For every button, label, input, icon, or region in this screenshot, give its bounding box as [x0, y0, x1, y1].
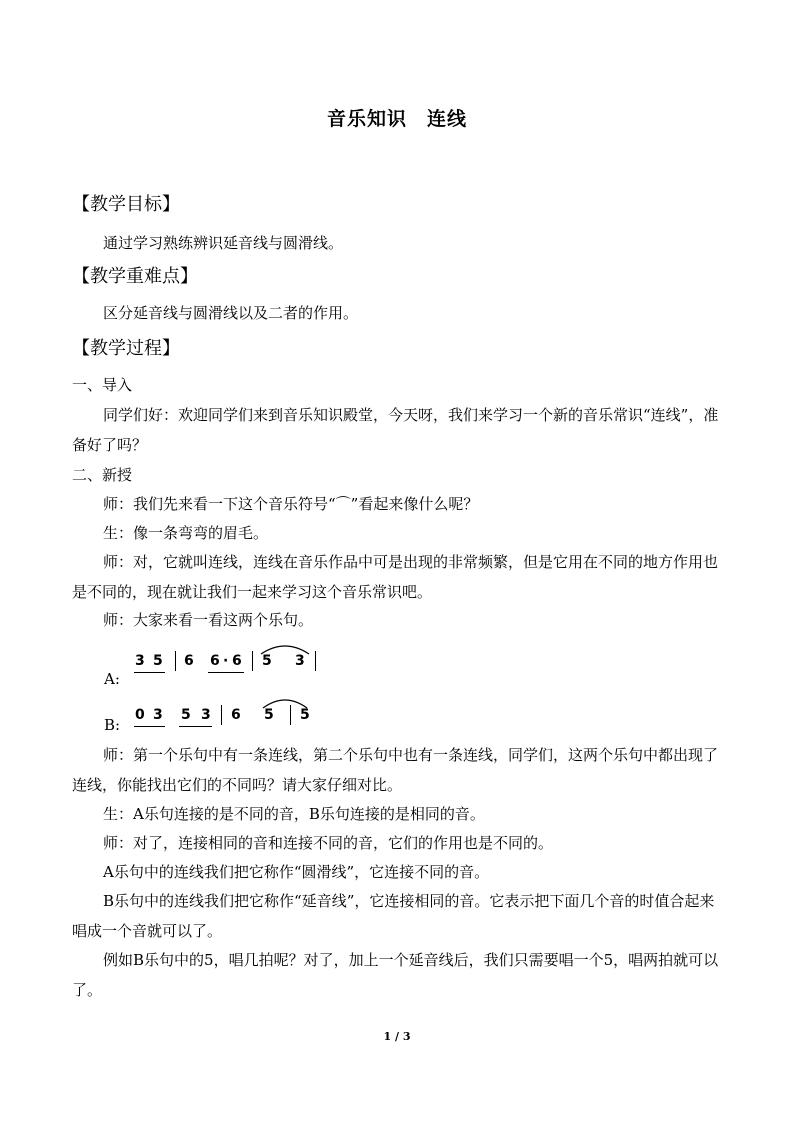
score-b-barline	[290, 705, 291, 725]
score-a-note: 3	[135, 653, 145, 669]
score-b-note: 0	[135, 707, 145, 723]
teacher-line-2: 师：对，它就叫连线，连线在音乐作品中可是出现的非常频繁，但是它用在不同的地方作用也是不同的，现在就让我们一起来学习这个音乐常识吧。	[72, 553, 719, 601]
score-a-note: 3	[295, 653, 305, 669]
page-title: 音乐知识 连线	[326, 108, 467, 130]
intro-paragraph: 同学们好：欢迎同学们来到音乐知识殿堂，今天呀，我们来学习一个新的音乐常识“连线”，准备好了吗？	[72, 406, 719, 454]
goal-text: 通过学习熟练辨识延音线与圆滑线。	[103, 234, 344, 252]
process-heading: 【教学过程】	[72, 338, 180, 359]
score-b-barline	[221, 705, 222, 725]
teacher-line-3: 师：大家来看一看这两个乐句。	[103, 611, 314, 629]
score-b-note: 5	[264, 707, 274, 723]
step2-label: 二、新授	[72, 466, 133, 484]
score-b-note: 3	[201, 707, 211, 723]
difficulty-text: 区分延音线与圆滑线以及二者的作用。	[103, 304, 359, 322]
score-a-barline	[252, 651, 253, 671]
student-line-2: 生：A乐句连接的是不同的音，B乐句连接的是相同的音。	[103, 805, 485, 823]
teacher-line-1: 师：我们先来看一下这个音乐符号“⌒”看起来像什么呢？	[103, 495, 479, 513]
example-paragraph: 例如B乐句中的5，唱几拍呢？对了，加上一个延音线后，我们只需要唱一个5，唱两拍就可以了。	[72, 951, 719, 999]
score-a-barline	[175, 651, 176, 671]
step1-label: 一、导入	[72, 376, 133, 394]
score-a-note: 6	[210, 653, 220, 669]
teacher-line-5: 师：对了，连接相同的音和连接不同的音，它们的作用也是不同的。	[103, 834, 554, 852]
difficulty-heading: 【教学重难点】	[72, 266, 198, 287]
score-b-beam	[134, 726, 165, 727]
score-a-barline	[315, 651, 316, 671]
score-a-beam	[208, 672, 244, 673]
score-b-beam	[179, 726, 212, 727]
score-a-note: 5	[262, 653, 272, 669]
score-b-note: 6	[231, 707, 241, 723]
slur-explanation: A乐句中的连线我们把它称作“圆滑线”，它连接不同的音。	[103, 863, 490, 881]
score-a-beam	[134, 672, 165, 673]
score-a-note: 6	[184, 653, 194, 669]
score-a-label: A:	[104, 670, 120, 688]
score-b-note: 3	[153, 707, 163, 723]
tie-explanation: B乐句中的连线我们把它称作“延音线”，它连接相同的音。它表示把下面几个音的时值合起来唱成一个音就可以了。	[72, 892, 715, 940]
score-b-note: 5	[181, 707, 191, 723]
score-a-dot: ·	[223, 653, 229, 669]
student-line-1: 生：像一条弯弯的眉毛。	[103, 524, 269, 542]
score-b-label: B:	[104, 716, 121, 734]
score-a-note: 5	[153, 653, 163, 669]
goal-heading: 【教学目标】	[72, 194, 180, 215]
page-number: 1 / 3	[383, 1030, 411, 1043]
teacher-line-4: 师：第一个乐句中有一条连线，第二个乐句中也有一条连线，同学们，这两个乐句中都出现了连线，你能找出它们的不同吗？请大家仔细对比。	[72, 746, 719, 794]
score-a-note: 6	[232, 653, 242, 669]
score-b-note: 5	[300, 707, 310, 723]
